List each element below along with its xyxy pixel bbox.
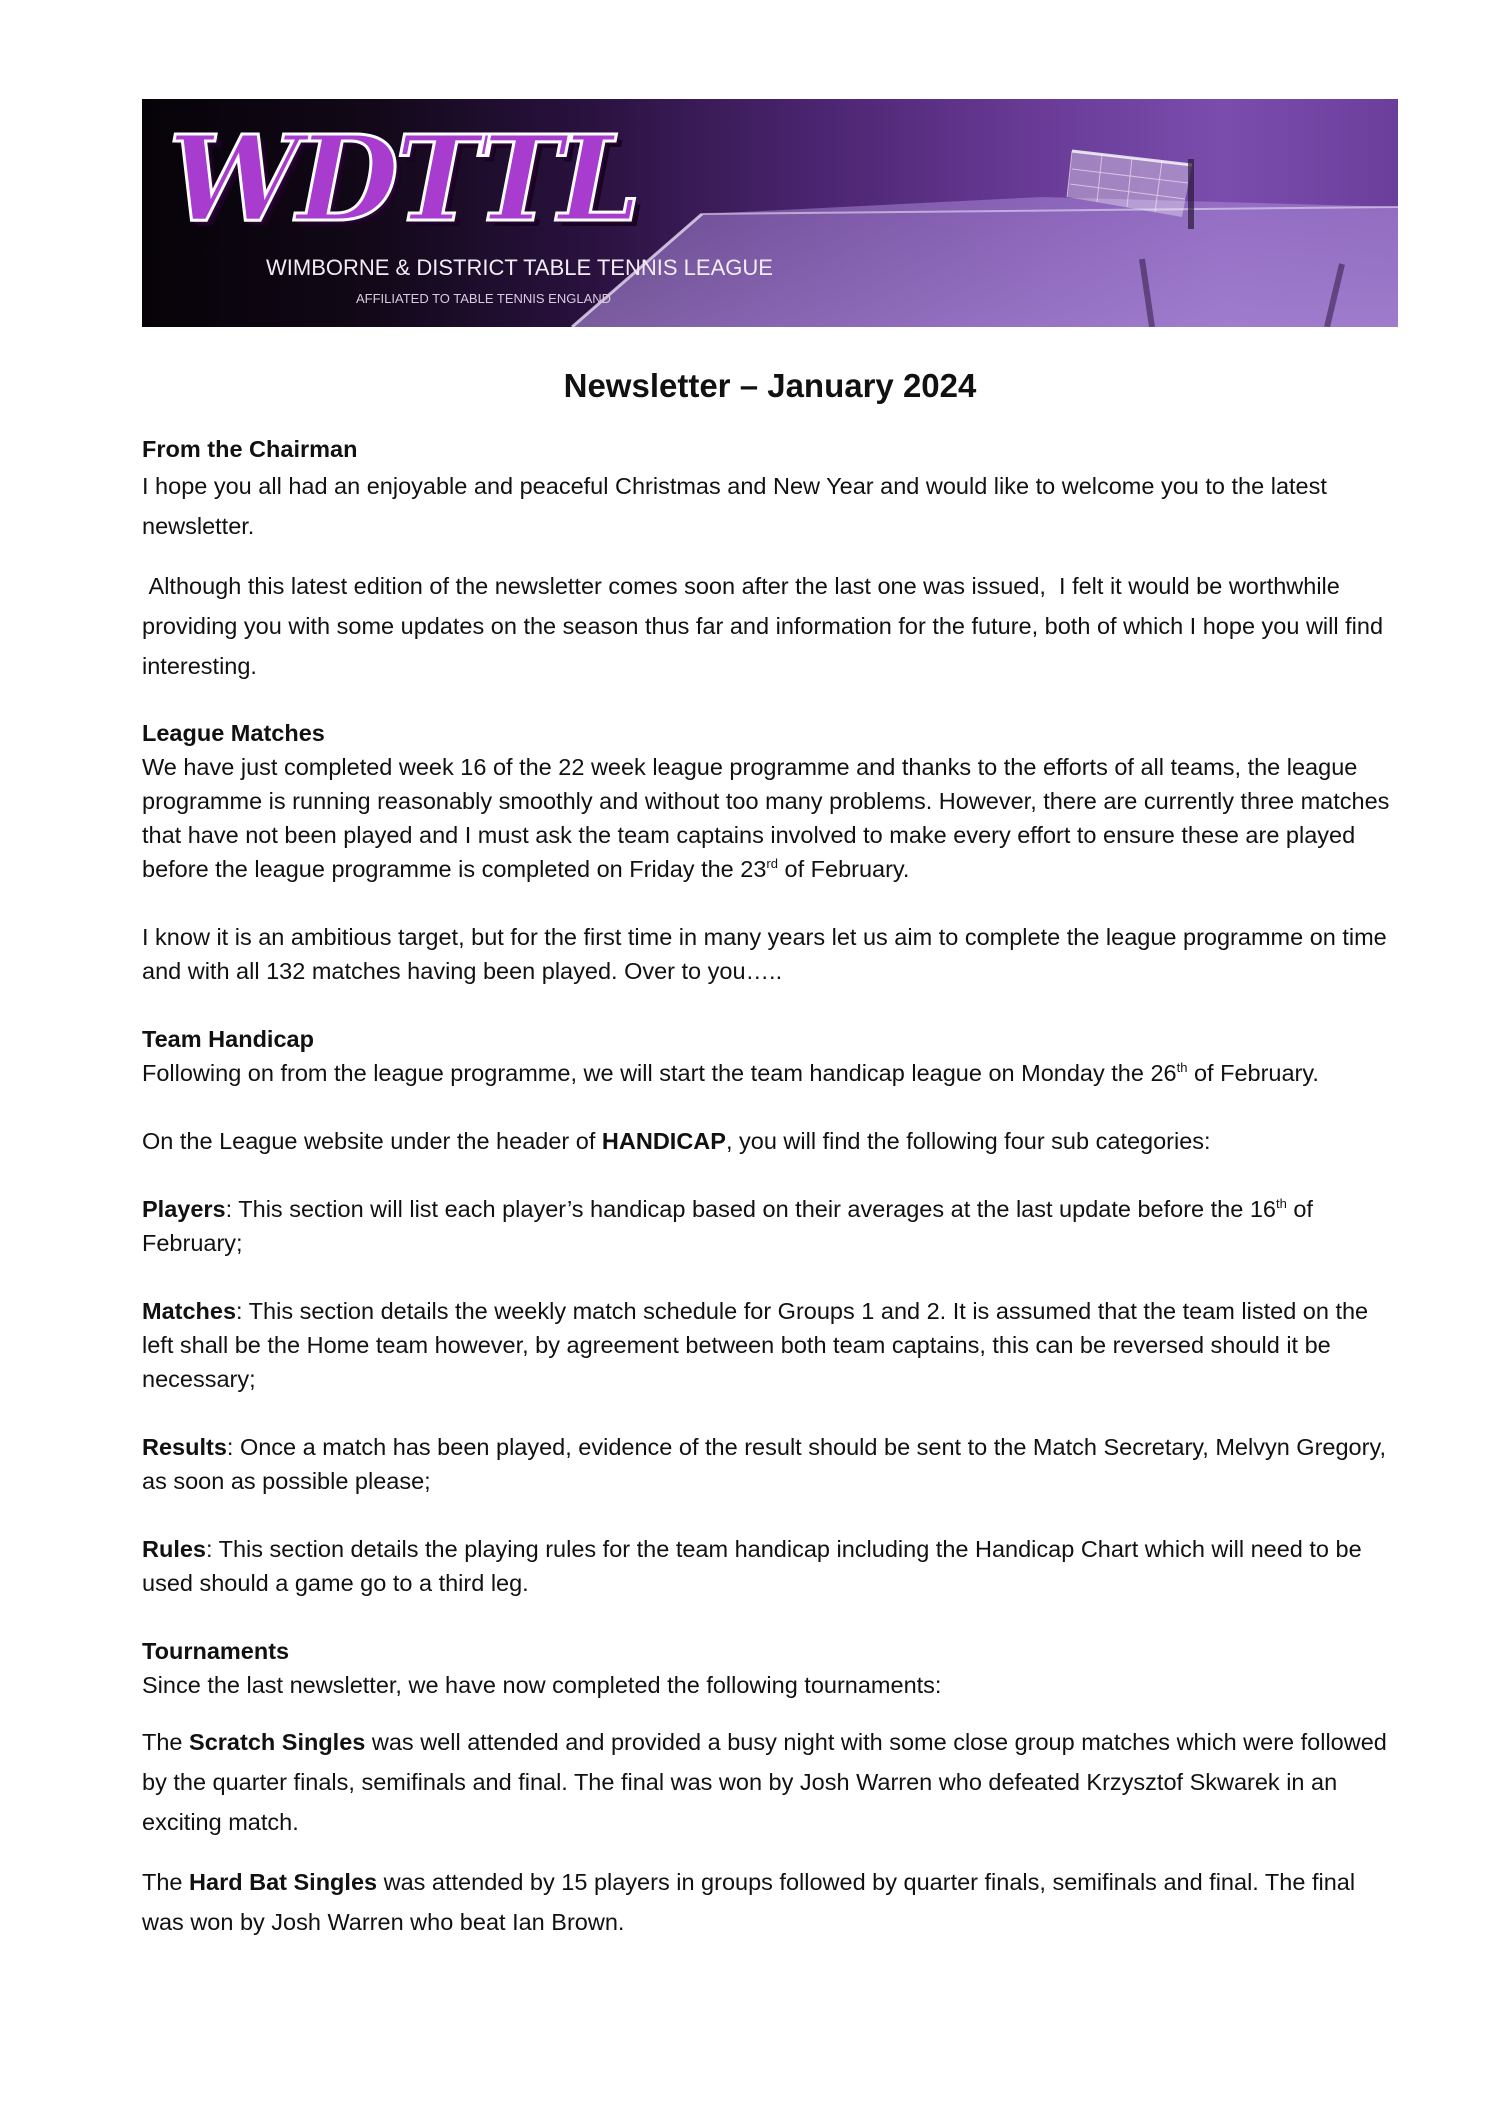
- league-heading: League Matches: [142, 720, 325, 746]
- tournament-scratch-singles: The Scratch Singles was well attended and provided a busy night with some close group matches which were followed by the quarter finals, semifinals and final. The final was won by Josh Warren who defeated Krzysztof Skwarek in an exciting match.: [142, 1729, 1387, 1835]
- chairman-paragraph-2: Although this latest edition of the newsletter comes soon after the last one was issued, I felt it would be worthwhile providing you with some updates on the season thus far and information for the future, both of which I hope you will find interesting.: [142, 573, 1390, 679]
- tournament-hard-bat-singles: The Hard Bat Singles was attended by 15 players in groups followed by quarter finals, semifinals and final. The final was won by Josh Warren who beat Ian Brown.: [142, 1869, 1356, 1935]
- affiliation: AFFILIATED TO TABLE TENNIS ENGLAND: [356, 291, 612, 306]
- tournaments-heading: Tournaments: [142, 1638, 290, 1664]
- chairman-heading: From the Chairman: [142, 436, 358, 462]
- tournaments-intro: Since the last newsletter, we have now completed the following tournaments:: [142, 1672, 942, 1698]
- page-title: Newsletter – January 2024: [563, 367, 977, 404]
- header-banner: [142, 99, 1398, 327]
- league-paragraph-1: We have just completed week 16 of the 22 week league programme and thanks to the efforts of all teams, the league programme is running reasonably smoothly and without too many problems. However, there are currently three matches that have not been played and I must ask the team captains involved to make every effort to ensure these are played before the league programme is completed on Friday the 23rd of February.: [142, 754, 1390, 882]
- handicap-players: Players: This section will list each player’s handicap based on their averages at the last update before the 16th of February;: [142, 1196, 1313, 1256]
- chairman-paragraph-1: I hope you all had an enjoyable and peaceful Christmas and New Year and would like to welcome you to the latest newsletter.: [142, 473, 1327, 539]
- handicap-paragraph-1: Following on from the league programme, we will start the team handicap league on Monday the 26th of February.: [142, 1060, 1319, 1086]
- league-name: WIMBORNE & DISTRICT TABLE TENNIS LEAGUE: [266, 255, 773, 280]
- handicap-paragraph-2: On the League website under the header of HANDICAP, you will find the following four sub categories:: [142, 1128, 1211, 1154]
- handicap-results: Results: Once a match has been played, evidence of the result should be sent to the Match Secretary, Melvyn Gregory, as soon as possible please;: [142, 1434, 1386, 1494]
- league-paragraph-2: I know it is an ambitious target, but for the first time in many years let us aim to complete the league programme on time and with all 132 matches having been played. Over to you…..: [142, 924, 1387, 984]
- wdttl-logo: WDTTL: [168, 109, 638, 248]
- handicap-heading: Team Handicap: [142, 1026, 314, 1052]
- handicap-rules: Rules: This section details the playing rules for the team handicap including the Handicap Chart which will need to be used should a game go to a third leg.: [142, 1536, 1362, 1596]
- handicap-matches: Matches: This section details the weekly match schedule for Groups 1 and 2. It is assumed that the team listed on the left shall be the Home team however, by agreement between both team captains, this can be reversed should it be necessary;: [142, 1298, 1369, 1392]
- newsletter-body: [142, 360, 1398, 1962]
